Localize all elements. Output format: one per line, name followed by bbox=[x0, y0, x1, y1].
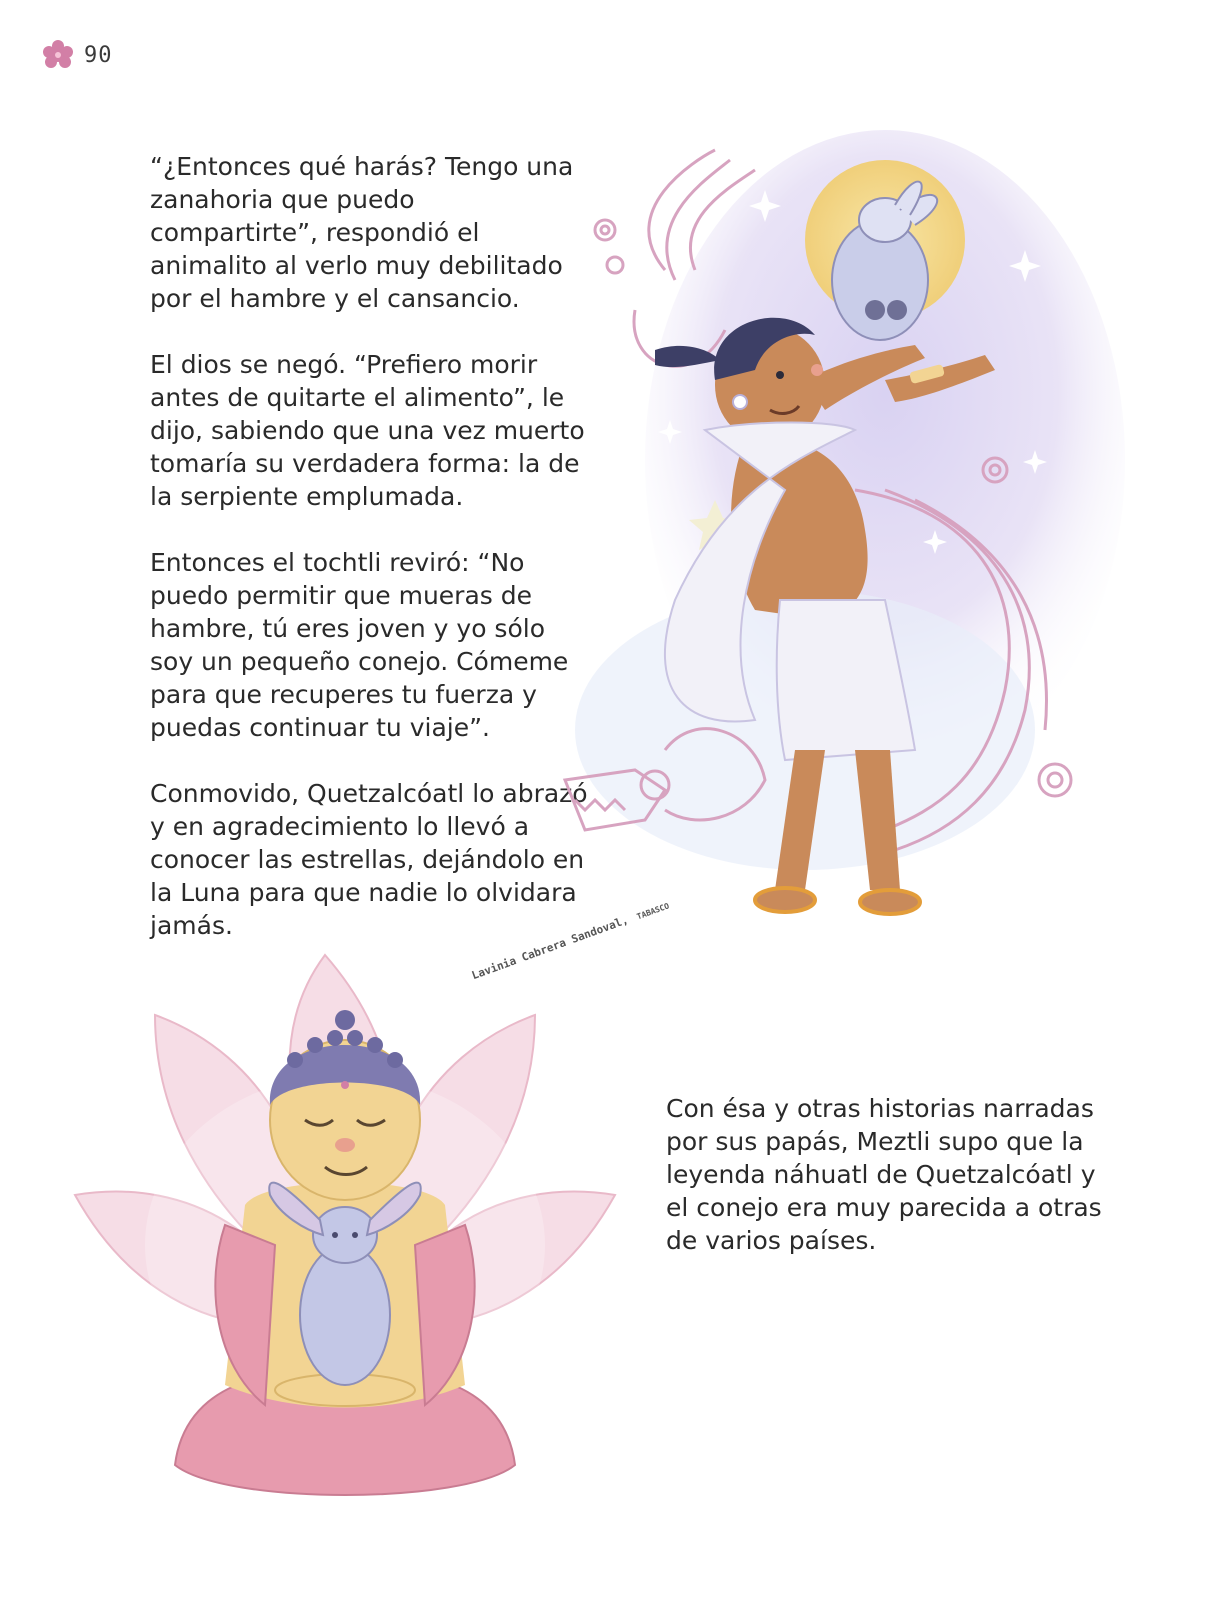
buddha-illustration bbox=[65, 945, 635, 1545]
quetzalcoatl-illustration bbox=[555, 130, 1125, 960]
story-paragraph: El dios se negó. “Prefiero morir antes de quitarte el alimento”, le dijo, sabiendo que una vez muerto tomaría su verdadera forma: la de la serpiente emplumada. bbox=[150, 350, 585, 511]
page-number: 90 bbox=[84, 42, 113, 68]
story-paragraph: Entonces el tochtli reviró: “No puedo permitir que mueras de hambre, tú eres joven y yo sólo soy un pequeño conejo. Cómeme para que recuperes tu fuerza y puedas continuar tu viaje”. bbox=[150, 548, 569, 742]
page-header bbox=[40, 38, 113, 72]
story-paragraph: Conmovido, Quetzalcóatl lo abrazó y en agradecimiento lo llevó a conocer las estrellas, dejándolo en la Luna para que nadie lo olvidara jamás. bbox=[150, 779, 588, 940]
story-paragraph: “¿Entonces qué harás? Tengo una zanahoria que puedo compartirte”, respondió el animalito al verlo muy debilitado por el hambre y el cansancio. bbox=[150, 152, 574, 313]
illustrator-name: Lavinia Cabrera Sandoval, bbox=[470, 913, 631, 983]
flower-icon bbox=[40, 38, 76, 72]
story-column bbox=[150, 150, 590, 975]
illustrator-region: TABASCO bbox=[635, 901, 671, 922]
closing-paragraph: Con ésa y otras historias narradas por sus papás, Meztli supo que la leyenda náhuatl de Quetzalcóatl y el conejo era muy parecida a otras de varios países. bbox=[666, 1094, 1102, 1255]
sandal bbox=[755, 888, 815, 912]
